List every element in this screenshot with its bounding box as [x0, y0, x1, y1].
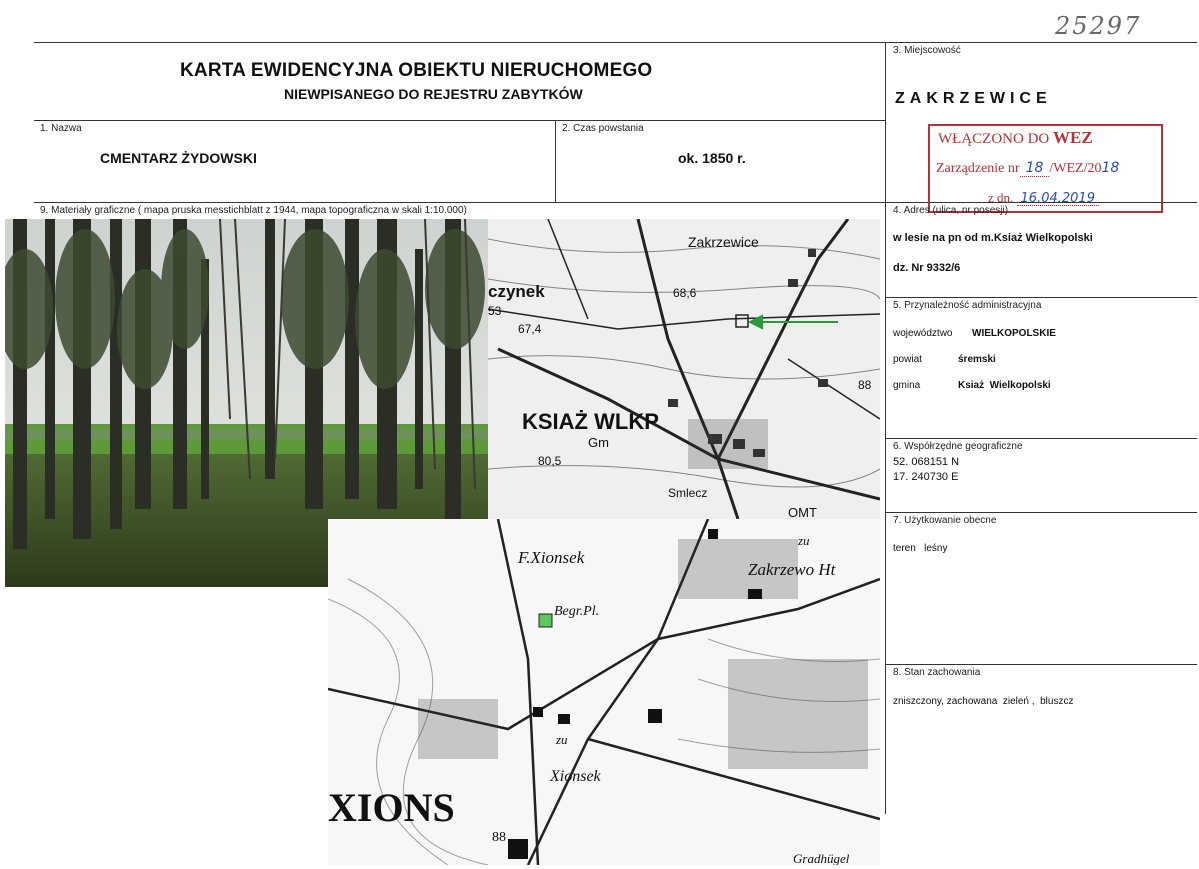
map1-label-674: 67,4 [518, 322, 542, 336]
map1-label-88: 88 [858, 378, 872, 392]
locality-value: ZAKRZEWICE [895, 90, 1052, 107]
map2-label-begr: Begr.Pl. [554, 604, 600, 619]
municipality-value: Ksiaż Wielkopolski [958, 380, 1051, 391]
date-label: 2. Czas powstania [562, 123, 644, 134]
map1-label-805: 80,5 [538, 454, 562, 468]
map2-label-zu-2: zu [556, 732, 568, 747]
municipality-label: gmina [893, 380, 921, 391]
page-title: KARTA EWIDENCYJNA OBIEKTU NIERUCHOMEGO [180, 60, 653, 81]
map1-label-gm: Gm [588, 435, 609, 450]
map1-label-686: 68,6 [673, 286, 697, 300]
condition-label: 8. Stan zachowania [893, 667, 981, 678]
map1-label-smlecz: Smlecz [668, 486, 708, 500]
map1-label-ksiaz: KSIAŻ WLKP [522, 409, 659, 434]
map2-label-zakrzewo: Zakrzewo Ht [748, 560, 836, 579]
locality-label: 3. Miejscowość [893, 45, 961, 56]
prussian-map [328, 519, 880, 865]
registry-stamp [928, 124, 1163, 213]
map1-label-czynek: czynek [488, 282, 545, 301]
name-value: CMENTARZ ŻYDOWSKI [100, 150, 257, 166]
map1-label-omt: OMT [788, 505, 817, 519]
address-line1: w lesie na pn od m.Ksiaż Wielkopolski [893, 232, 1093, 244]
handwritten-number: 25297 [1055, 12, 1142, 40]
stamp-line1-prefix: WŁĄCZONO DO [938, 131, 1050, 147]
address-label: 4. Adres (ulica, nr posesji) [893, 205, 1009, 216]
map2-label-zu-1: zu [798, 533, 810, 548]
name-date-divider [555, 120, 556, 202]
admin-top-line [885, 297, 1197, 298]
map1-label-zakrzewice: Zakrzewice [688, 234, 759, 250]
stamp-line1-bold: WEZ [1052, 128, 1093, 147]
stamp-line2-middle: /WEZ/20 [1049, 161, 1102, 176]
right-column-divider [885, 42, 886, 814]
coords-label: 6. Współrzędne geograficzne [893, 441, 1023, 452]
stamp-line2-prefix: Zarządzenie nr [936, 161, 1020, 176]
stamp-number-handwritten: 18 [1025, 160, 1044, 176]
usage-top-line [885, 512, 1197, 513]
map1-label-53: 53 [488, 304, 502, 318]
latitude-value: 52. 068151 N [893, 456, 960, 468]
page-subtitle: NIEWPISANEGO DO REJESTRU ZABYTKÓW [284, 86, 583, 102]
map2-label-xions: XIONS [328, 785, 455, 830]
condition-top-line [885, 664, 1197, 665]
voivodeship-label: województwo [893, 328, 953, 339]
name-label: 1. Nazwa [40, 123, 82, 134]
county-label: powiat [893, 354, 922, 365]
stamp-date-handwritten: 16.04.2019 [1020, 191, 1095, 206]
voivodeship-value: WIELKOPOLSKIE [972, 328, 1056, 339]
address-line2: dz. Nr 9332/6 [893, 262, 961, 274]
stamp-year-handwritten: 18 [1101, 160, 1120, 176]
map2-label-xionsek-bottom: Xionsek [550, 768, 601, 785]
stamp-date-prefix: z dn. [988, 190, 1014, 205]
date-value: ok. 1850 r. [678, 150, 746, 166]
coords-top-line [885, 438, 1197, 439]
map2-label-xionsek-top: F.Xionsek [518, 548, 585, 567]
top-border [34, 42, 1197, 43]
usage-label: 7. Użytkowanie obecne [893, 515, 997, 526]
map2-label-gradhugel: Gradhügel [793, 851, 850, 865]
longitude-value: 17. 240730 E [893, 471, 959, 483]
admin-label: 5. Przynależność administracyjna [893, 300, 1042, 311]
condition-value: zniszczony, zachowana zieleń , bluszcz [893, 696, 1074, 707]
materials-label: 9. Materiały graficzne ( mapa pruska messtichblatt z 1944, mapa topograficzna w skali 1:10.000) [40, 205, 467, 216]
county-value: śremski [958, 354, 996, 365]
title-bottom-line [34, 120, 885, 121]
map2-label-88: 88 [492, 830, 506, 845]
usage-value: teren leśny [893, 543, 948, 554]
topographic-map [488, 219, 880, 519]
materials-top-line [34, 202, 885, 203]
